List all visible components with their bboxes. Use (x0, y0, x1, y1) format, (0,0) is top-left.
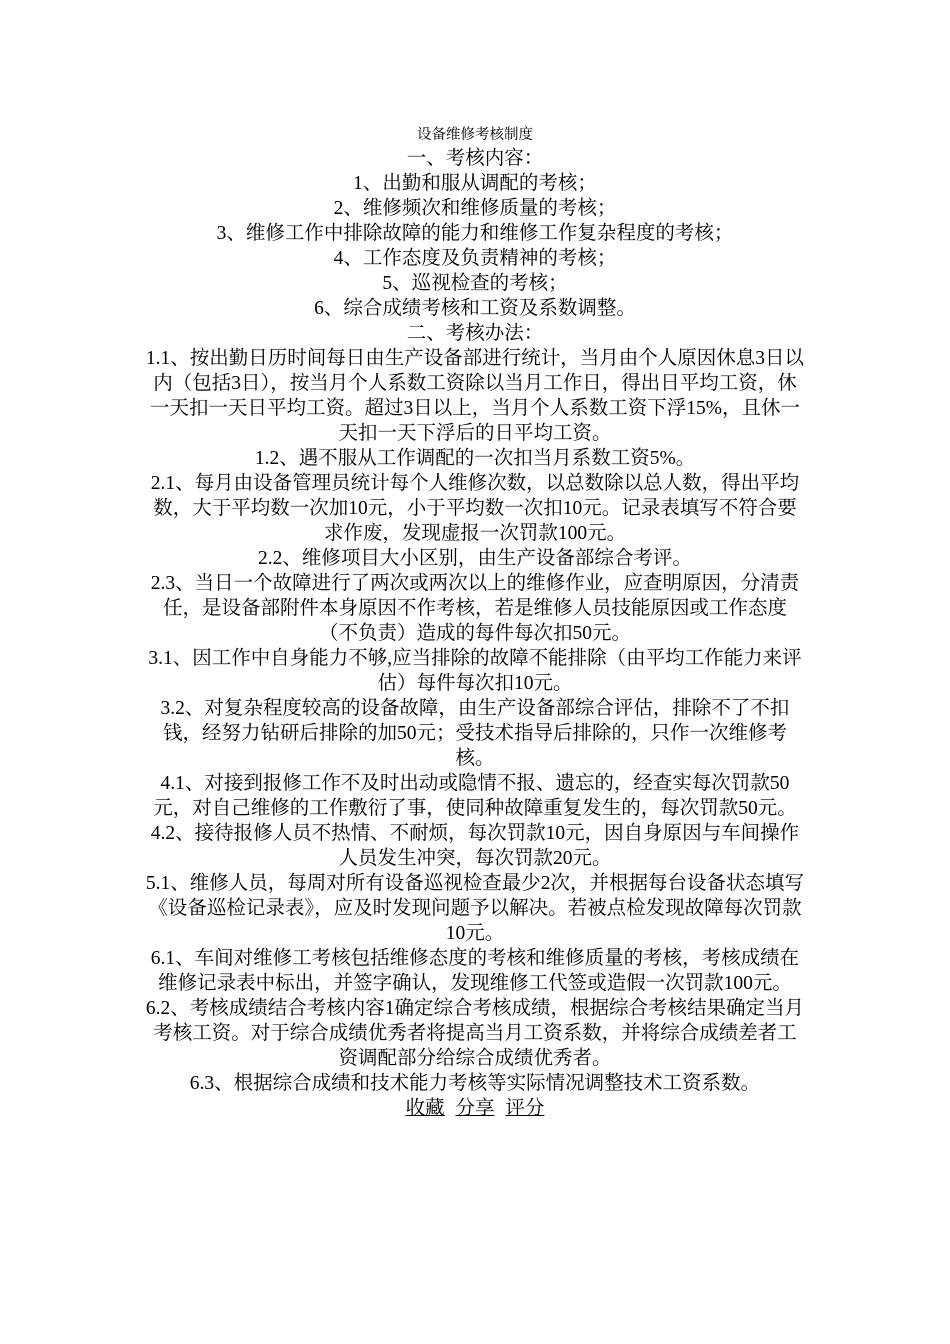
method-item: 3.2、对复杂程度较高的设备故障，由生产设备部综合评估，排除不了不扣钱，经努力钻研后排除的加50元；受技术指导后排除的，只作一次维修考核。 (160, 698, 790, 769)
method-item: 4.1、对接到报修工作不及时出动或隐情不报、遗忘的，经查实每次罚款50元，对自己维修的工作敷衍了事，使同种故障重复发生的，每次罚款50元。 (153, 773, 797, 819)
content-item: 6、综合成绩考核和工资及系数调整。 (314, 298, 636, 319)
method-item: 2.1、每月由设备管理员统计每个人维修次数，以总数除以总人数，得出平均数，大于平均数一次加10元，小于平均数一次扣10元。记录表填写不符合要求作废，发现虚报一次罚款100元。 (150, 473, 800, 544)
method-item: 6.3、根据综合成绩和技术能力考核等实际情况调整技术工资系数。 (189, 1073, 761, 1094)
favorite-link[interactable]: 收藏 (405, 1098, 445, 1119)
method-item: 6.2、考核成绩结合考核内容1确定综合考核成绩，根据综合考核结果确定当月考核工资。对于综合成绩优秀者将提高当月工资系数，并将综合成绩差者工资调配部分给综合成绩优秀者。 (145, 998, 805, 1069)
rate-link[interactable]: 评分 (505, 1098, 545, 1119)
document-title: 设备维修考核制度 (417, 127, 533, 143)
document-page (145, 124, 805, 1121)
footer-actions (145, 1096, 805, 1121)
method-item: 5.1、维修人员，每周对所有设备巡视检查最少2次，并根据每台设备状态填写《设备巡检记录表》，应及时发现问题予以解决。若被点检发现故障每次罚款10元。 (145, 873, 805, 944)
section-heading-content: 一、考核内容： (406, 148, 544, 169)
method-item: 2.3、当日一个故障进行了两次或两次以上的维修作业，应查明原因，分清责任，是设备部附件本身原因不作考核，若是维修人员技能原因或工作态度（不负责）造成的每件每次扣50元。 (150, 573, 800, 644)
method-item: 6.1、车间对维修工考核包括维修态度的考核和维修质量的考核，考核成绩在维修记录表中标出，并签字确认，发现维修工代签或造假一次罚款100元。 (150, 948, 800, 994)
method-item: 3.1、因工作中自身能力不够,应当排除的故障不能排除（由平均工作能力来评估）每件每次扣10元。 (148, 648, 802, 694)
content-item: 2、维修频次和维修质量的考核； (333, 198, 617, 219)
share-link[interactable]: 分享 (455, 1098, 495, 1119)
content-item: 3、维修工作中排除故障的能力和维修工作复杂程度的考核； (216, 223, 734, 244)
method-item: 2.2、维修项目大小区别，由生产设备部综合考评。 (258, 548, 692, 569)
content-item: 5、巡视检查的考核； (382, 273, 568, 294)
method-item: 4.2、接待报修人员不热情、不耐烦，每次罚款10元，因自身原因与车间操作人员发生冲突，每次罚款20元。 (150, 823, 800, 869)
method-item: 1.1、按出勤日历时间每日由生产设备部进行统计，当月由个人原因休息3日以内（包括3日），按当月个人系数工资除以当月工作日，得出日平均工资，休一天扣一天日平均工资。超过3日以上，当月个人系数工资下浮15%，且休一天扣一天下浮后的日平均工资。 (145, 348, 805, 444)
content-item: 4、工作态度及负责精神的考核； (333, 248, 617, 269)
content-item: 1、出勤和服从调配的考核； (353, 173, 597, 194)
method-item: 1.2、遇不服从工作调配的一次扣当月系数工资5%。 (254, 448, 696, 469)
section-heading-methods: 二、考核办法： (406, 323, 544, 344)
